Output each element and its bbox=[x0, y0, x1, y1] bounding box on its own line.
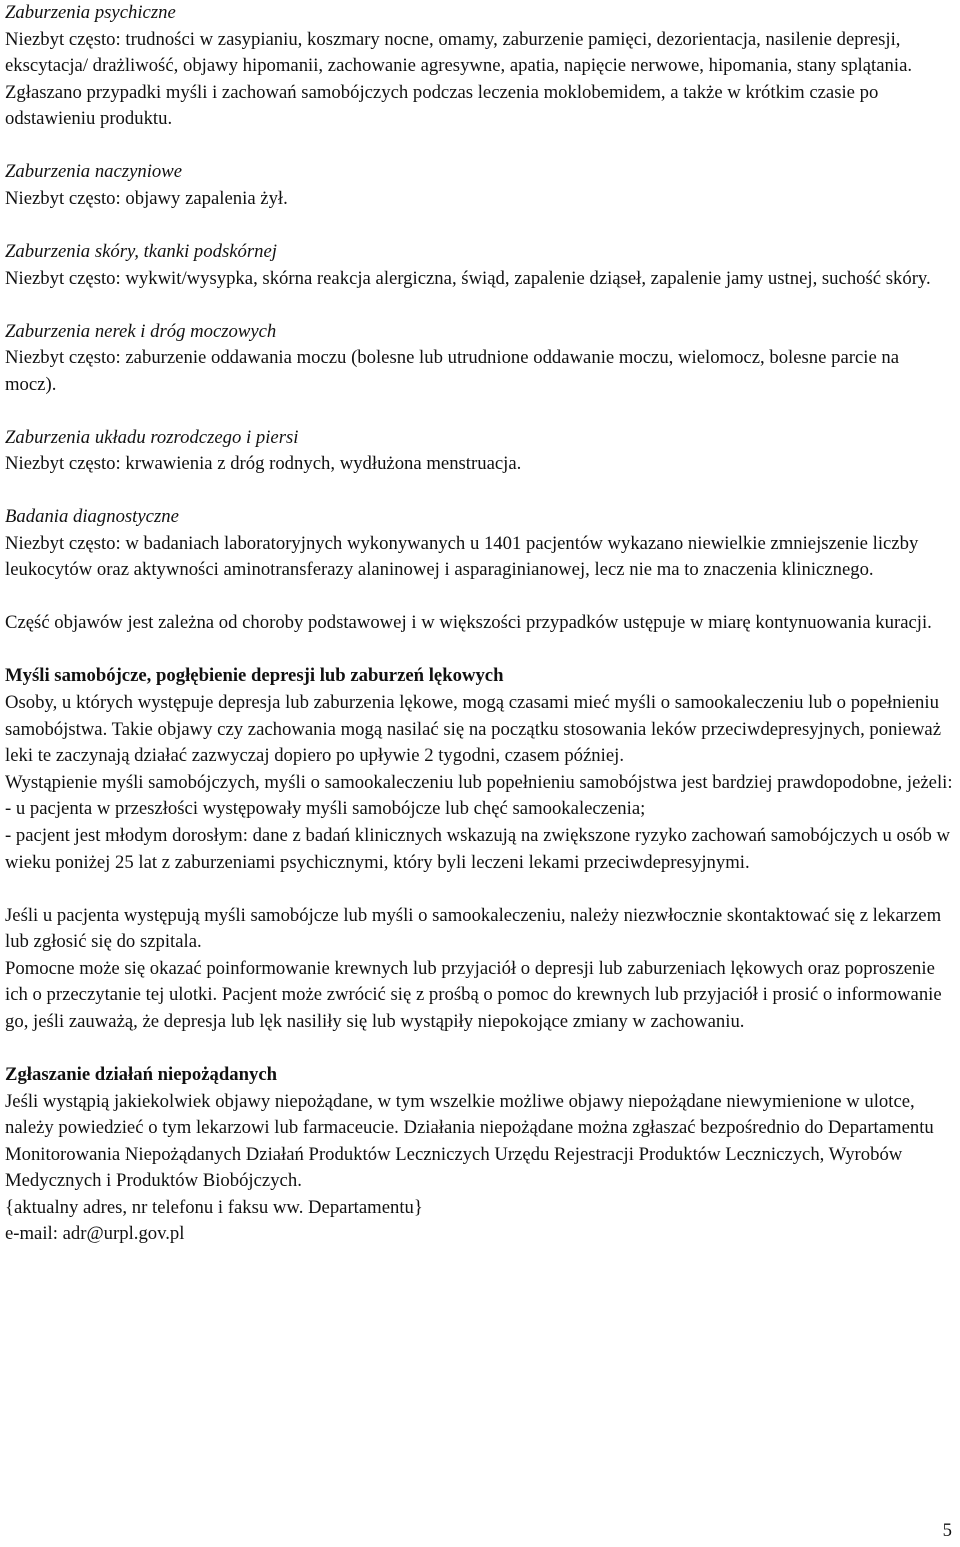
suicidal-bullet-2: - pacjent jest młodym dorosłym: dane z badań klinicznych wskazują na zwiększone ryzyko zachowań samobójczych u osób w wieku poniżej 25 lat z zaburzeniami psychicznymi, który byli leczeni lekami przeciwdepresyjnymi. bbox=[5, 824, 950, 873]
suicidal-paragraph-1: Osoby, u których występuje depresja lub zaburzenia lękowe, mogą czasami mieć myśli o samookaleczeniu lub o popełnieniu samobójstwa. Takie objawy czy zachowania mogą nasilać się na początku stosowania leków przeciwdepresyjnych, ponieważ leki te zaczynają działać zazwyczaj dopiero po upływie 2 tygodni, czasem później. bbox=[5, 692, 942, 767]
diagnostics-body: Niezbyt często: w badaniach laboratoryjnych wykonywanych u 1401 pacjentów wykazano niewielkie zmniejszenie liczby leukocytów oraz aktywności aminotransferazy alaninowej i asparaginianowej, lecz nie ma to znaczenia klinicznego. bbox=[5, 532, 919, 581]
vascular-body: Niezbyt często: objawy zapalenia żył. bbox=[5, 187, 288, 209]
skin-body: Niezbyt często: wykwit/wysypka, skórna reakcja alergiczna, świąd, zapalenie dziąseł, zapalenie jamy ustnej, suchość skóry. bbox=[5, 267, 931, 289]
document-page bbox=[5, 0, 955, 1248]
psychiatric-body: Niezbyt często: trudności w zasypianiu, koszmary nocne, omamy, zaburzenie pamięci, dezorientacja, nasilenie depresji, ekscytacja/ drażliwość, objawy hipomanii, zachowanie agresywne, apatia, napięcie nerwowe, hipomania, stany splątania. bbox=[5, 28, 913, 77]
vascular-heading: Zaburzenia naczyniowe bbox=[5, 161, 183, 183]
suicidal-bullet-1: - u pacjenta w przeszłości występowały myśli samobójcze lub chęć samookaleczenia; bbox=[5, 798, 646, 820]
symptoms-note: Część objawów jest zależna od choroby podstawowej i w większości przypadków ustępuje w miarę kontynuowania kuracji. bbox=[5, 612, 932, 634]
psychiatric-note: Zgłaszano przypadki myśli i zachowań samobójczych podczas leczenia moklobemidem, a także w krótkim czasie po odstawieniu produktu. bbox=[5, 81, 879, 130]
reproductive-heading: Zaburzenia układu rozrodczego i piersi bbox=[5, 426, 299, 448]
renal-body: Niezbyt często: zaburzenie oddawania moczu (bolesne lub utrudnione oddawanie moczu, wielomocz, bolesne parcie na mocz). bbox=[5, 347, 900, 395]
reporting-email: e-mail: adr@urpl.gov.pl bbox=[5, 1223, 185, 1245]
psychiatric-heading: Zaburzenia psychiczne bbox=[5, 2, 176, 23]
reporting-heading: Zgłaszanie działań niepożądanych bbox=[5, 1063, 278, 1085]
renal-heading: Zaburzenia nerek i dróg moczowych bbox=[5, 320, 277, 342]
diagnostics-heading: Badania diagnostyczne bbox=[5, 506, 179, 528]
suicidal-paragraph-3: Jeśli u pacjenta występują myśli samobójcze lub myśli o samookaleczeniu, należy niezwłocznie skontaktować się z lekarzem lub zgłosić się do szpitala. bbox=[5, 904, 942, 953]
suicidal-heading: Myśli samobójcze, pogłębienie depresji lub zaburzeń lękowych bbox=[5, 665, 504, 687]
suicidal-paragraph-2: Wystąpienie myśli samobójczych, myśli o samookaleczeniu lub popełnieniu samobójstwa jest bardziej prawdopodobne, jeżeli: bbox=[5, 771, 953, 793]
reporting-paragraph: Jeśli wystąpią jakiekolwiek objawy niepożądane, w tym wszelkie możliwe objawy niepożądane niewymienione w ulotce, należy powiedzieć o tym lekarzowi lub farmaceucie. Działania niepożądane można zgłaszać bezpośrednio do Departamentu Monitorowania Niepożądanych Działań Produktów Leczniczych Urzędu Rejestracji Produktów Leczniczych, Wyrobów Medycznych i Produktów Biobójczych. bbox=[5, 1090, 934, 1192]
skin-heading: Zaburzenia skóry, tkanki podskórnej bbox=[5, 240, 277, 262]
suicidal-paragraph-4: Pomocne może się okazać poinformowanie krewnych lub przyjaciół o depresji lub zaburzeniach lękowych oraz poproszenie ich o przeczytanie tej ulotki. Pacjent może zwrócić się z prośbą o pomoc do krewnych lub przyjaciół i prosić o informowanie go, jeśli zauważą, że depresja lub lęk nasiliły się lub wystąpiły niepokojące zmiany w zachowaniu. bbox=[5, 957, 942, 1032]
reporting-address: {aktualny adres, nr telefonu i faksu ww. Departamentu} bbox=[5, 1196, 423, 1218]
page-number: 5 bbox=[942, 1520, 952, 1541]
reproductive-body: Niezbyt często: krwawienia z dróg rodnych, wydłużona menstruacja. bbox=[5, 453, 522, 475]
